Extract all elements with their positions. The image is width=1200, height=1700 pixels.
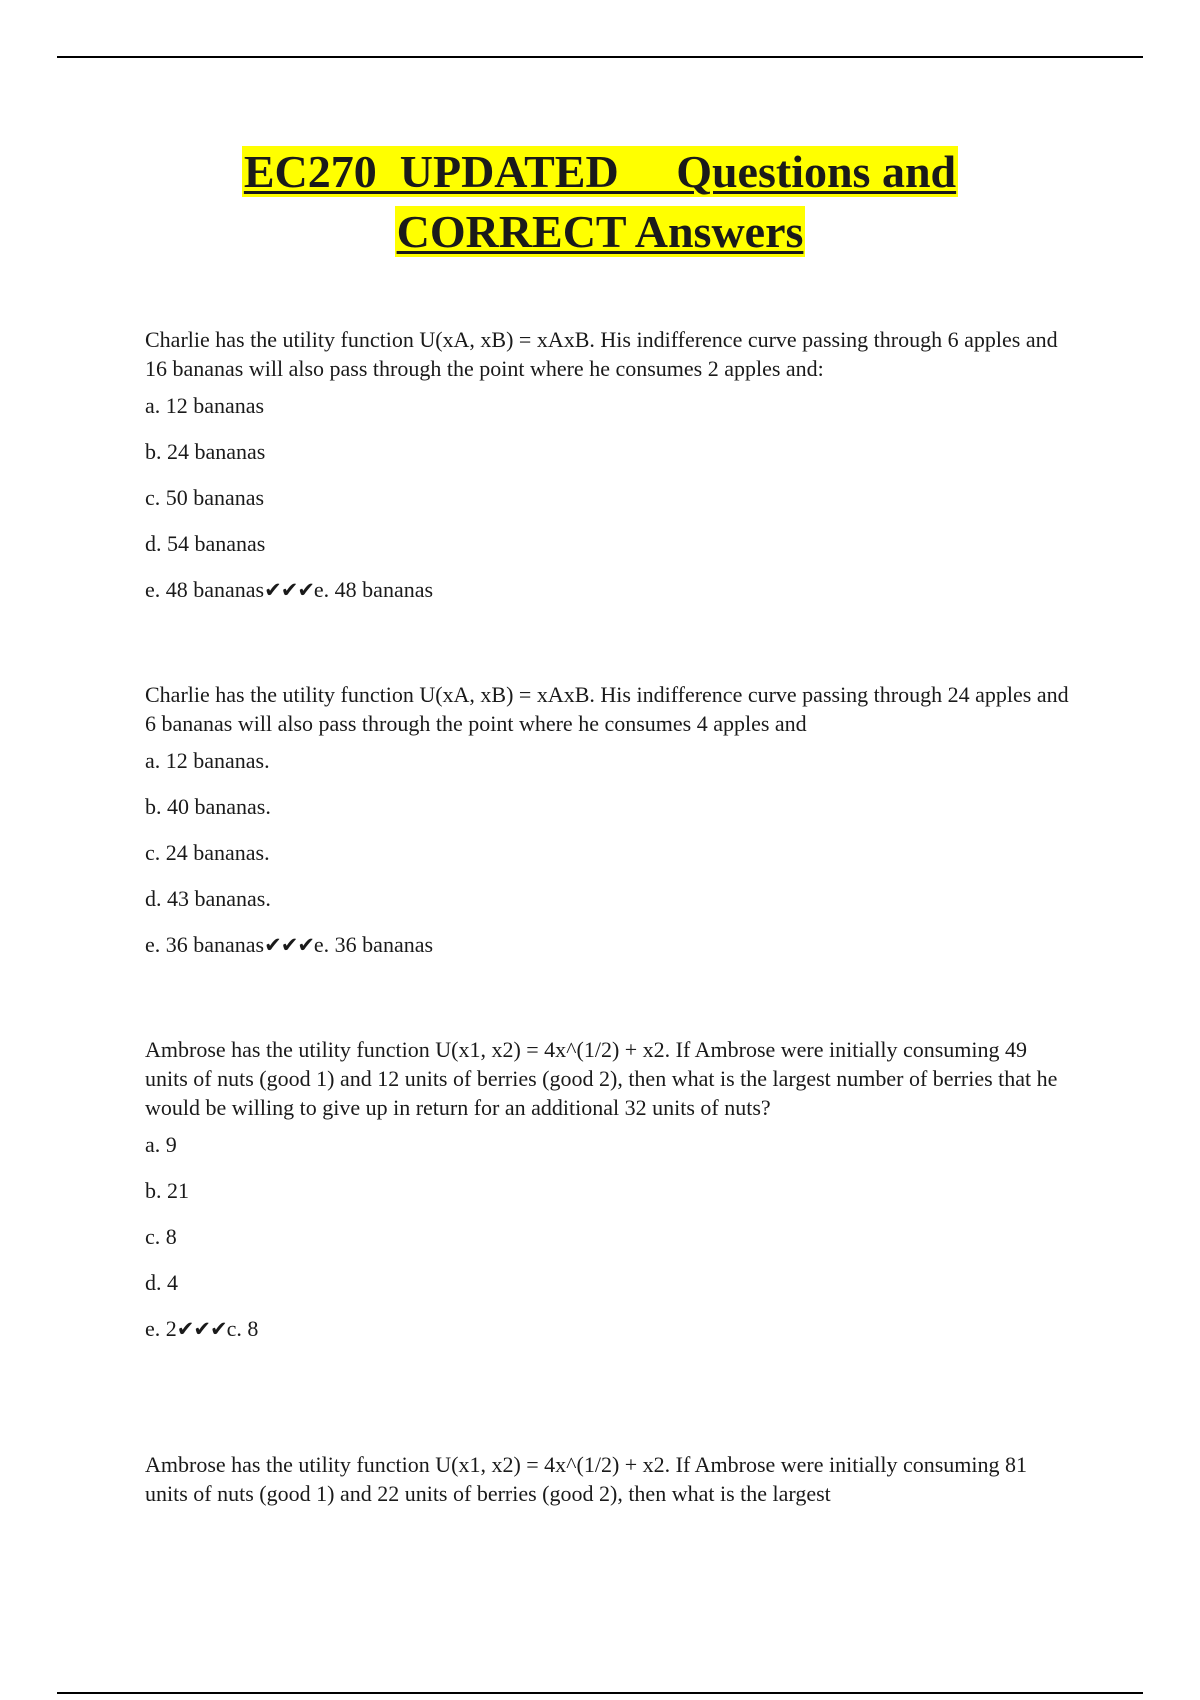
option-c: c. 8 (145, 1224, 177, 1249)
option-c: c. 50 bananas (145, 485, 265, 510)
question-block-4 (145, 1450, 1075, 1518)
option-c: c. 24 bananas. (145, 840, 270, 865)
title-line-1: EC270 UPDATED Questions and (243, 146, 957, 197)
option-d: d. 43 bananas. (145, 886, 271, 911)
option-e: e. 48 bananas (145, 577, 265, 602)
option-e: e. 36 bananas (145, 932, 265, 957)
option-a: a. 12 bananas (145, 393, 265, 418)
top-rule (57, 56, 1143, 58)
title-line-2: CORRECT Answers (396, 206, 804, 257)
check-marks-icon: ✔✔✔ (264, 578, 314, 602)
option-d: d. 4 (145, 1270, 178, 1295)
check-marks-icon: ✔✔✔ (264, 933, 314, 957)
option-e: e. 2 (145, 1316, 177, 1341)
option-b: b. 24 bananas (145, 439, 266, 464)
option-e-with-answer (145, 1316, 1075, 1342)
question-block-3 (145, 1035, 1075, 1342)
option-b: b. 40 bananas. (145, 794, 271, 819)
option-a: a. 12 bananas. (145, 748, 270, 773)
correct-answer: c. 8 (226, 1316, 259, 1341)
option-b: b. 21 (145, 1178, 189, 1203)
question-block-2 (145, 680, 1075, 958)
check-marks-icon: ✔✔✔ (176, 1317, 227, 1341)
question-block-1 (145, 325, 1075, 603)
option-e-with-answer (145, 577, 1075, 603)
question-text: Charlie has the utility function U(xA, xB) = xAxB. His indifference curve passing through 24 apples and 6 bananas will also pass through the point where he consumes 4 apples and (145, 682, 1069, 736)
question-text: Ambrose has the utility function U(x1, x2) = 4x^(1/2) + x2. If Ambrose were initially consuming 81 units of nuts (good 1) and 22 units of berries (good 2), then what is the largest (145, 1452, 1027, 1506)
option-d: d. 54 bananas (145, 531, 266, 556)
question-text: Charlie has the utility function U(xA, xB) = xAxB. His indifference curve passing through 6 apples and 16 bananas will also pass through the point where he consumes 2 apples and: (145, 327, 1058, 381)
bottom-rule (57, 1692, 1143, 1694)
question-text: Ambrose has the utility function U(x1, x2) = 4x^(1/2) + x2. If Ambrose were initially consuming 49 units of nuts (good 1) and 12 units of berries (good 2), then what is the largest number of berries that he would be willing to give up in return for an additional 32 units of nuts? (145, 1037, 1058, 1120)
correct-answer: e. 36 bananas (313, 932, 434, 957)
correct-answer: e. 48 bananas (313, 577, 434, 602)
option-e-with-answer (145, 932, 1075, 958)
option-a: a. 9 (145, 1132, 177, 1157)
document-title (0, 142, 1200, 262)
